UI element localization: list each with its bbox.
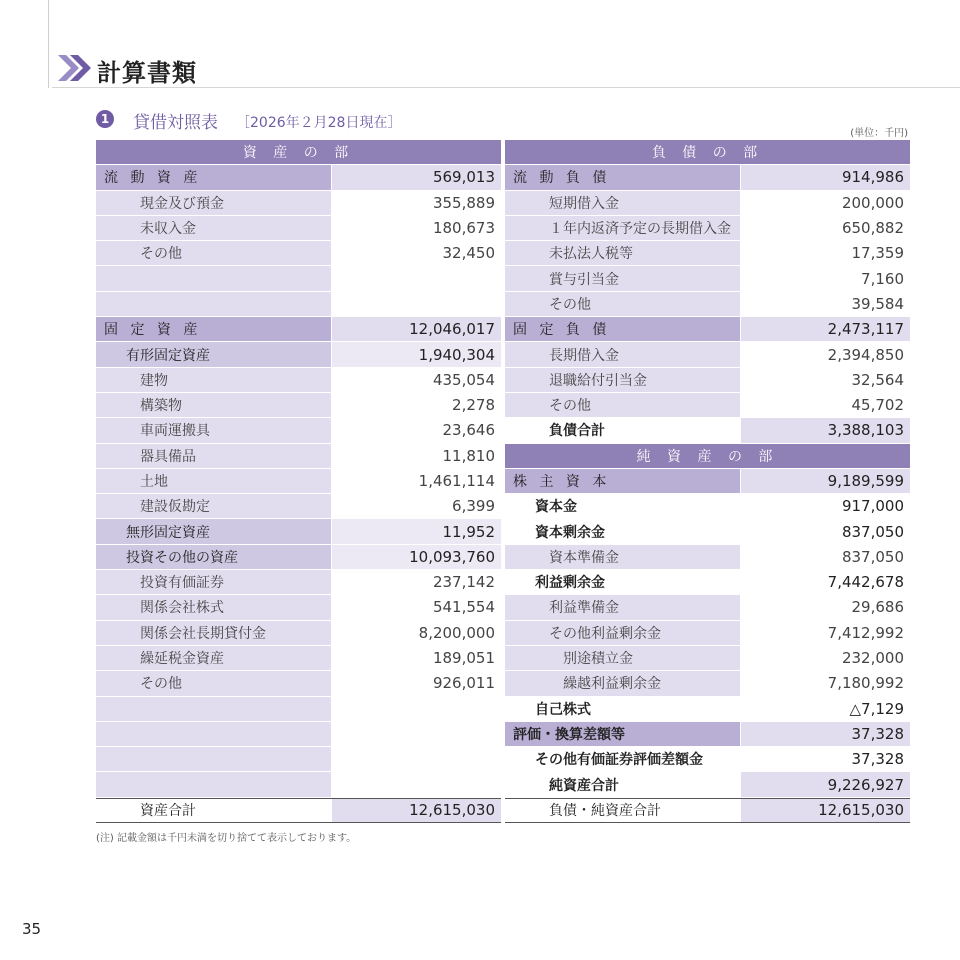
row-label: 関係会社株式 (96, 595, 331, 619)
row-label: 現金及び預金 (96, 191, 331, 215)
table-row (96, 165, 501, 190)
row-label: 資本金 (505, 494, 740, 518)
table-row (505, 266, 910, 291)
table-row (96, 216, 501, 241)
row-value: 7,180,992 (741, 671, 910, 695)
row-label: 資本準備金 (505, 545, 740, 569)
assets-rows (96, 165, 501, 797)
row-label: 株 主 資 本 (505, 469, 740, 493)
row-label: 有形固定資産 (96, 342, 331, 366)
row-value: 926,011 (332, 671, 501, 695)
row-value: △7,129 (741, 697, 910, 721)
assets-table (96, 140, 501, 823)
table-row (505, 418, 910, 443)
row-label: その他 (96, 241, 331, 265)
row-value: 3,388,103 (741, 418, 910, 442)
table-row (505, 342, 910, 367)
section-date: ［2026年２月28日現在］ (236, 115, 402, 131)
row-label: 純資産合計 (505, 772, 740, 796)
table-row (96, 469, 501, 494)
row-label: その他有価証券評価差額金 (505, 747, 740, 771)
row-value: 7,160 (741, 266, 910, 290)
row-value: 11,952 (332, 519, 501, 543)
table-row (505, 697, 910, 722)
row-value (332, 722, 501, 746)
table-row (96, 241, 501, 266)
assets-total-value: 12,615,030 (332, 799, 501, 822)
row-value: 180,673 (332, 216, 501, 240)
table-row (505, 646, 910, 671)
table-row (505, 747, 910, 772)
row-value: 1,461,114 (332, 469, 501, 493)
table-row (505, 393, 910, 418)
row-label: 投資その他の資産 (96, 545, 331, 569)
row-label: 評価・換算差額等 (505, 722, 740, 746)
row-value: 23,646 (332, 418, 501, 442)
row-value: 7,442,678 (741, 570, 910, 594)
table-row (505, 671, 910, 696)
table-row (505, 165, 910, 190)
section-title: 貸借対照表 (133, 113, 218, 133)
table-row (96, 418, 501, 443)
table-row (96, 444, 501, 469)
page-number: 35 (22, 920, 42, 938)
table-row (505, 317, 910, 342)
row-value: 189,051 (332, 646, 501, 670)
row-value: 917,000 (741, 494, 910, 518)
row-value: 9,189,599 (741, 469, 910, 493)
row-value: 37,328 (741, 747, 910, 771)
row-label: 土地 (96, 469, 331, 493)
row-value: 541,554 (332, 595, 501, 619)
row-label: 無形固定資産 (96, 519, 331, 543)
liabilities-heading: 負 債 の 部 (505, 140, 910, 165)
row-value: 2,394,850 (741, 342, 910, 366)
row-value: 1,940,304 (332, 342, 501, 366)
table-row (96, 772, 501, 797)
section-number-badge: 1 (96, 110, 114, 128)
table-row (96, 646, 501, 671)
row-label: 器具備品 (96, 444, 331, 468)
row-label: １年内返済予定の長期借入金 (505, 216, 740, 240)
double-chevron-icon (58, 55, 92, 81)
row-label: 利益剰余金 (505, 570, 740, 594)
table-row (505, 545, 910, 570)
table-row (96, 317, 501, 342)
table-row (96, 342, 501, 367)
row-label: 建設仮勘定 (96, 494, 331, 518)
assets-heading: 資 産 の 部 (96, 140, 501, 165)
table-row (505, 469, 910, 494)
page-header (52, 50, 960, 88)
table-row (505, 241, 910, 266)
row-label: 関係会社長期貸付金 (96, 621, 331, 645)
row-label: 固 定 負 債 (505, 317, 740, 341)
row-label: 車両運搬具 (96, 418, 331, 442)
row-label: その他 (505, 292, 740, 316)
table-row (96, 292, 501, 317)
row-value: 6,399 (332, 494, 501, 518)
row-value (332, 772, 501, 796)
table-row (96, 570, 501, 595)
row-label: 自己株式 (505, 697, 740, 721)
grand-total-label: 負債・純資産合計 (505, 799, 740, 822)
row-value: 200,000 (741, 191, 910, 215)
row-value: 32,450 (332, 241, 501, 265)
table-row (505, 621, 910, 646)
row-label (96, 697, 331, 721)
net-assets-rows (505, 469, 910, 798)
table-row (96, 545, 501, 570)
table-row (96, 519, 501, 544)
row-value: 7,412,992 (741, 621, 910, 645)
row-value: 9,226,927 (741, 772, 910, 796)
table-row (505, 191, 910, 216)
row-value: 17,359 (741, 241, 910, 265)
margin-line (48, 0, 49, 88)
table-row (505, 772, 910, 797)
row-label: 別途積立金 (505, 646, 740, 670)
row-value: 8,200,000 (332, 621, 501, 645)
grand-total-row (505, 798, 910, 823)
page-title: 計算書類 (97, 59, 197, 87)
row-label: 構築物 (96, 393, 331, 417)
row-label: 短期借入金 (505, 191, 740, 215)
table-row (505, 216, 910, 241)
row-value: 435,054 (332, 368, 501, 392)
row-value: 2,278 (332, 393, 501, 417)
table-row (96, 595, 501, 620)
row-label: 流 動 資 産 (96, 165, 331, 189)
net-assets-heading: 純 資 産 の 部 (505, 444, 910, 469)
row-value: 355,889 (332, 191, 501, 215)
row-label: 退職給付引当金 (505, 368, 740, 392)
row-value: 914,986 (741, 165, 910, 189)
table-row (505, 519, 910, 544)
table-row (96, 722, 501, 747)
row-label: 固 定 資 産 (96, 317, 331, 341)
table-row (505, 292, 910, 317)
footnote: (注) 記載金額は千円未満を切り捨てて表示しております。 (96, 833, 357, 844)
row-value: 837,050 (741, 519, 910, 543)
table-row (96, 266, 501, 291)
table-row (96, 494, 501, 519)
row-label (96, 292, 331, 316)
table-row (505, 494, 910, 519)
row-value: 237,142 (332, 570, 501, 594)
row-value: 2,473,117 (741, 317, 910, 341)
row-value (332, 697, 501, 721)
assets-total-label: 資産合計 (96, 799, 331, 822)
table-row (96, 393, 501, 418)
row-label: 賞与引当金 (505, 266, 740, 290)
row-label: その他 (96, 671, 331, 695)
table-row (96, 621, 501, 646)
row-value: 45,702 (741, 393, 910, 417)
row-value: 29,686 (741, 595, 910, 619)
row-value: 32,564 (741, 368, 910, 392)
row-value: 10,093,760 (332, 545, 501, 569)
row-label: 繰延税金資産 (96, 646, 331, 670)
assets-total-row (96, 798, 501, 823)
row-label: 未収入金 (96, 216, 331, 240)
row-label (96, 266, 331, 290)
row-value (332, 747, 501, 771)
table-row (96, 368, 501, 393)
unit-label: (単位：千円) (850, 128, 908, 139)
table-row (96, 671, 501, 696)
row-label: 投資有価証券 (96, 570, 331, 594)
table-row (505, 570, 910, 595)
row-value (332, 292, 501, 316)
table-row (505, 368, 910, 393)
row-value: 37,328 (741, 722, 910, 746)
row-label (96, 747, 331, 771)
row-label: 建物 (96, 368, 331, 392)
row-label (96, 772, 331, 796)
row-value: 650,882 (741, 216, 910, 240)
row-label: 未払法人税等 (505, 241, 740, 265)
row-value: 837,050 (741, 545, 910, 569)
row-label: その他 (505, 393, 740, 417)
row-label (96, 722, 331, 746)
liabilities-rows (505, 165, 910, 443)
row-label: 資本剰余金 (505, 519, 740, 543)
row-label: 長期借入金 (505, 342, 740, 366)
table-row (96, 191, 501, 216)
row-value: 11,810 (332, 444, 501, 468)
grand-total-value: 12,615,030 (741, 799, 910, 822)
table-row (96, 697, 501, 722)
row-label: 利益準備金 (505, 595, 740, 619)
row-value: 12,046,017 (332, 317, 501, 341)
row-value: 569,013 (332, 165, 501, 189)
table-row (96, 747, 501, 772)
table-row (505, 595, 910, 620)
row-label: 負債合計 (505, 418, 740, 442)
liabilities-table (505, 140, 910, 823)
row-label: 繰越利益剰余金 (505, 671, 740, 695)
row-value: 232,000 (741, 646, 910, 670)
table-row (505, 722, 910, 747)
row-label: その他利益剰余金 (505, 621, 740, 645)
row-label: 流 動 負 債 (505, 165, 740, 189)
row-value: 39,584 (741, 292, 910, 316)
row-value (332, 266, 501, 290)
